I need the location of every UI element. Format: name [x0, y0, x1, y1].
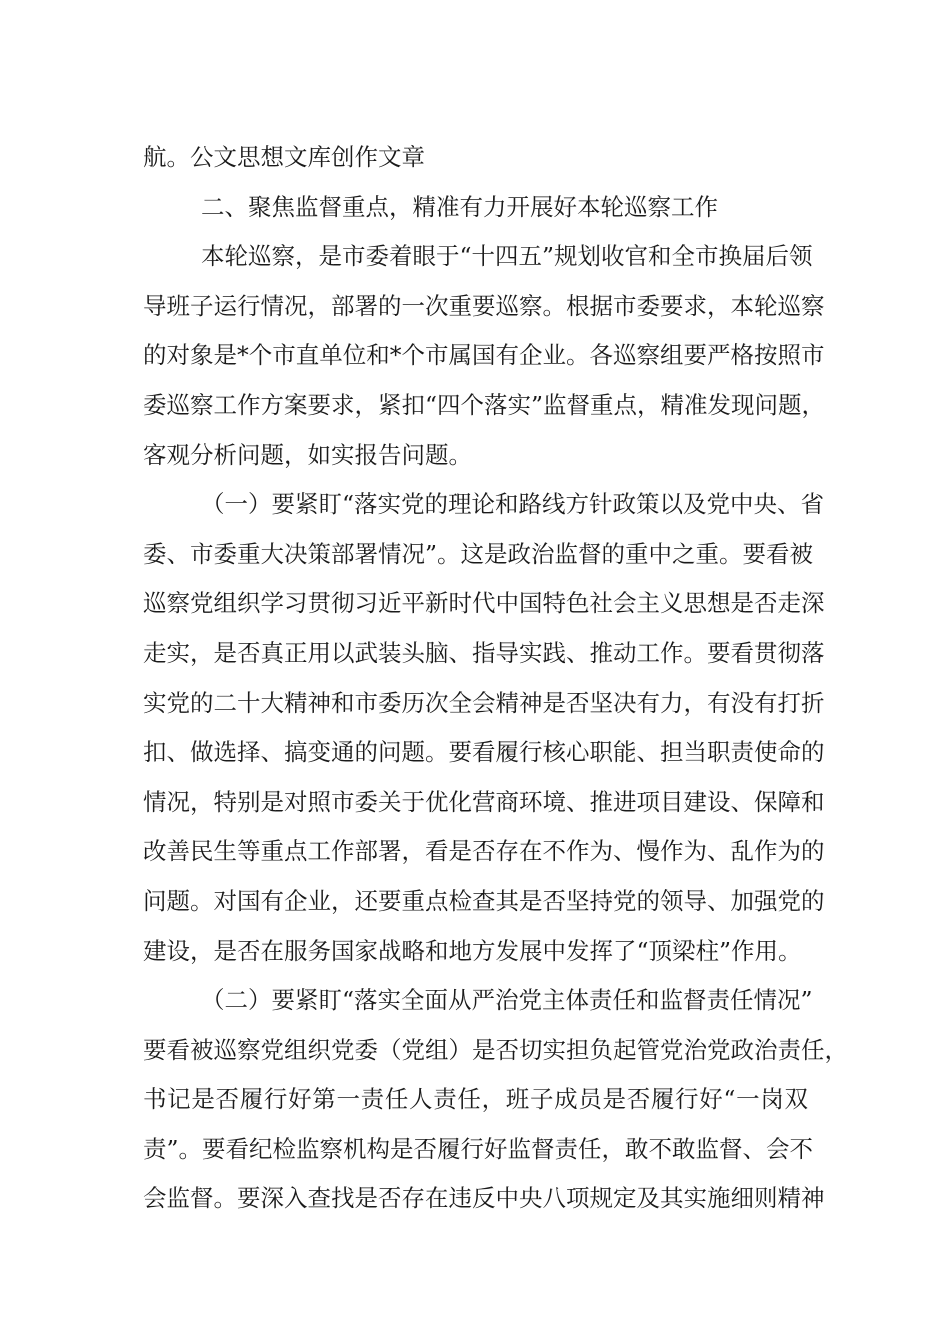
paragraph-intro [143, 232, 826, 480]
text-line: （二）要紧盯“落实全面从严治党主体责任和监督责任情况” [201, 986, 813, 1015]
text-line: 书记是否履行好第一责任人责任，班子成员是否履行好“一岗双 [143, 1085, 808, 1114]
text-line: 导班子运行情况，部署的一次重要巡察。根据市委要求，本轮巡察 [143, 291, 825, 320]
text-line: 改善民生等重点工作部署，看是否存在不作为、慢作为、乱作为的 [143, 837, 825, 866]
text-line: 情况，特别是对照市委关于优化营商环境、推进项目建设、保障和 [143, 787, 825, 816]
text-line: 实党的二十大精神和市委历次全会精神是否坚决有力，有没有打折 [143, 688, 825, 717]
section-heading: 二、聚焦监督重点，精准有力开展好本轮巡察工作 [201, 192, 718, 221]
text-line: 的对象是*个市直单位和*个市属国有企业。各巡察组要严格按照市 [143, 341, 825, 370]
text-line: 客观分析问题，如实报告问题。 [143, 440, 472, 469]
text-line: 委、市委重大决策部署情况”。这是政治监督的重中之重。要看被 [143, 539, 814, 568]
paragraph-point-1 [143, 480, 825, 976]
text-line: 走实，是否真正用以武装头脑、指导实践、推动工作。要看贯彻落 [143, 638, 825, 667]
text-line: 问题。对国有企业，还要重点检查其是否坚持党的领导、加强党的 [143, 886, 825, 915]
text-line: 本轮巡察，是市委着眼于“十四五”规划收官和全市换届后领 [201, 242, 813, 271]
text-line: （一）要紧盯“落实党的理论和路线方针政策以及党中央、省 [201, 490, 825, 519]
text-line: 巡察党组织学习贯彻习近平新时代中国特色社会主义思想是否走深 [143, 589, 825, 618]
text-line: 建设，是否在服务国家战略和地方发展中发挥了“顶梁柱”作用。 [143, 936, 802, 965]
text-line: 会监督。要深入查找是否存在违反中央八项规定及其实施细则精神 [143, 1184, 825, 1213]
paragraph-point-2 [143, 976, 848, 1224]
text-line: 委巡察工作方案要求，紧扣“四个落实”监督重点，精准发现问题， [143, 390, 826, 419]
text-line: 要看被巡察党组织党委（党组）是否切实担负起管党治党政治责任， [143, 1035, 848, 1064]
text-line: 责”。要看纪检监察机构是否履行好监督责任，敢不敢监督、会不 [143, 1134, 814, 1163]
continuation-line: 航。公文思想文库创作文章 [143, 143, 425, 171]
text-line: 扣、做选择、搞变通的问题。要看履行核心职能、担当职责使命的 [143, 738, 825, 767]
document-page [143, 133, 848, 1224]
